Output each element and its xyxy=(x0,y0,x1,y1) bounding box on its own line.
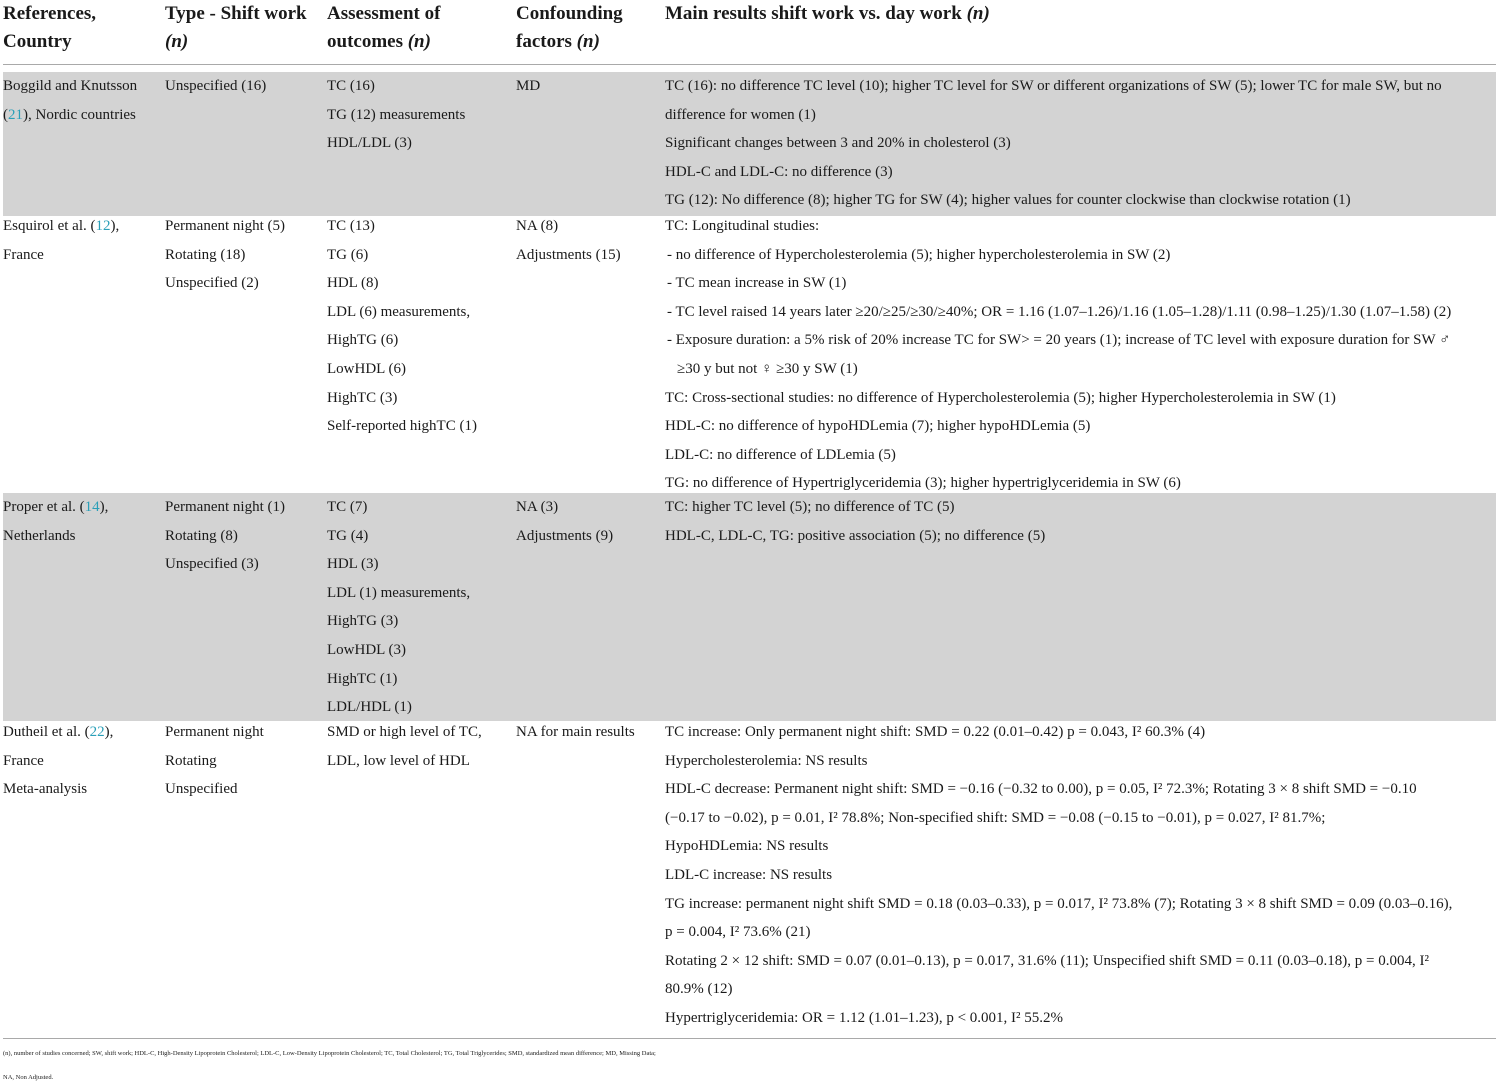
assessment-item: LDL, low level of HDL xyxy=(327,752,470,769)
citation-link[interactable]: 22 xyxy=(89,724,105,740)
result-line: Rotating 2 × 12 shift: SMD = 0.07 (0.01–0.13), p = 0.017, 31.6% (11); Unspecified shift SMD = 0.11 (0.03–0.18), p = 0.004, I² xyxy=(665,952,1429,969)
result-line: TG (12): No difference (8); higher TG for SW (4); higher values for counter clockwise than clockwise rotation (1) xyxy=(665,192,1351,209)
header-main-results-n: (n) xyxy=(966,3,990,24)
assessment-item: LDL (6) measurements, xyxy=(327,303,471,320)
assessment-item: TC (16) xyxy=(327,78,375,94)
citation-link[interactable]: 12 xyxy=(95,218,111,234)
result-line: TC: Longitudinal studies: xyxy=(665,218,820,234)
type-item: Permanent night xyxy=(165,724,264,740)
type-item: Permanent night (1) xyxy=(165,499,285,515)
header-assessment-line1: Assessment of xyxy=(327,3,441,24)
confounding-item: NA for main results xyxy=(516,724,635,740)
cell-results xyxy=(665,72,1442,215)
ref-country: ), Nordic countries xyxy=(23,106,136,123)
header-confounding-n: (n) xyxy=(576,31,600,52)
table-row xyxy=(3,718,1496,1034)
header-references xyxy=(3,0,96,56)
header-references-line1: References, xyxy=(3,3,97,24)
ref-close: ), xyxy=(99,499,109,515)
result-line: difference for women (1) xyxy=(665,106,816,123)
type-item: Rotating (18) xyxy=(165,246,246,263)
ref-country: Netherlands xyxy=(3,527,76,544)
assessment-item: TC (13) xyxy=(327,218,375,234)
header-assessment xyxy=(327,0,440,56)
result-line: HDL-C and LDL-C: no difference (3) xyxy=(665,163,893,180)
cell-type xyxy=(165,718,264,804)
header-divider xyxy=(3,64,1496,65)
result-line: HDL-C decrease: Permanent night shift: SMD = −0.16 (−0.32 to 0.00), p = 0.05, I² 72.3%; Rotating 3 × 8 shift SMD = −0.10 xyxy=(665,781,1417,798)
type-item: Unspecified (2) xyxy=(165,275,259,292)
header-confounding-line1: Confounding xyxy=(516,3,623,24)
ref-text: Dutheil et al. ( xyxy=(3,724,90,740)
type-item: Permanent night (5) xyxy=(165,218,285,234)
header-type xyxy=(165,0,307,56)
type-item: Unspecified (3) xyxy=(165,556,259,573)
header-type-line1: Type - Shift work xyxy=(165,3,307,24)
result-line: TC increase: Only permanent night shift: SMD = 0.22 (0.01–0.42) p = 0.043, I² 60.3% (4) xyxy=(665,724,1206,740)
cell-reference xyxy=(3,212,119,269)
confounding-item: Adjustments (15) xyxy=(516,246,621,263)
citation-link[interactable]: 14 xyxy=(84,499,100,515)
result-line: - no difference of Hypercholesterolemia (5); higher hypercholesterolemia in SW (2) xyxy=(667,246,1171,263)
result-line: HDL-C, LDL-C, TG: positive association (5); no difference (5) xyxy=(665,527,1046,544)
confounding-item: NA (3) xyxy=(516,499,559,515)
result-line: TC: Cross-sectional studies: no difference of Hypercholesterolemia (5); higher Hypercholesterolemia in SW (1) xyxy=(665,389,1336,406)
type-item: Rotating xyxy=(165,752,217,769)
result-line: p = 0.004, I² 73.6% (21) xyxy=(665,924,811,941)
cell-confounding xyxy=(516,72,540,101)
cell-reference xyxy=(3,493,108,550)
type-item: Unspecified (16) xyxy=(165,78,267,94)
result-line: TC (16): no difference TC level (10); higher TC level for SW or different organizations of SW (5); lower TC for male SW, but no xyxy=(665,78,1442,94)
table-row xyxy=(3,72,1496,216)
cell-assessment xyxy=(327,493,470,722)
cell-confounding xyxy=(516,212,621,269)
ref-country: France xyxy=(3,752,44,769)
result-line: - TC mean increase in SW (1) xyxy=(667,275,847,292)
result-line: - Exposure duration: a 5% risk of 20% increase TC for SW> = 20 years (1); increase of TC level with exposure duration for SW ♂ xyxy=(667,332,1451,349)
type-item: Unspecified xyxy=(165,781,238,798)
assessment-item: HDL (3) xyxy=(327,556,379,573)
ref-close: ), xyxy=(104,724,114,740)
table-row xyxy=(3,493,1496,721)
ref-text: Boggild and Knutsson xyxy=(3,78,138,94)
cell-assessment xyxy=(327,212,477,441)
citation-link[interactable]: 21 xyxy=(8,106,23,123)
result-line: LDL-C increase: NS results xyxy=(665,866,833,883)
cell-confounding xyxy=(516,718,635,747)
footnote-line: NA, Non Adjusted. xyxy=(3,1074,54,1081)
cell-results xyxy=(665,212,1451,498)
assessment-item: TG (12) measurements xyxy=(327,106,466,123)
header-main-results-text: Main results shift work vs. day work xyxy=(665,3,962,24)
assessment-item: LDL (1) measurements, xyxy=(327,584,471,601)
confounding-item: NA (8) xyxy=(516,218,559,234)
confounding-item: MD xyxy=(516,78,541,94)
footnote-line: (n), number of studies concerned; SW, shift work; HDL-C, High-Density Lipoprotein Cholesterol; LDL-C, Low-Density Lipoprotein Cholesterol; TC, Total Cholesterol; TG, Total Triglycerides; SMD, standardized mean difference; MD, Missing Data; xyxy=(3,1050,656,1057)
cell-confounding xyxy=(516,493,613,550)
header-type-n: (n) xyxy=(165,31,189,52)
cell-type xyxy=(165,212,285,298)
assessment-item: TC (7) xyxy=(327,499,368,515)
result-line: TC: higher TC level (5); no difference of TC (5) xyxy=(665,499,955,515)
header-assessment-n: (n) xyxy=(407,31,431,52)
assessment-item: LowHDL (6) xyxy=(327,360,407,377)
type-item: Rotating (8) xyxy=(165,527,238,544)
ref-text: Esquirol et al. ( xyxy=(3,218,96,234)
table-footnote xyxy=(3,1042,1496,1090)
result-line: HypoHDLemia: NS results xyxy=(665,838,829,855)
cell-type xyxy=(165,493,285,579)
header-main-results xyxy=(665,0,990,28)
assessment-item: LDL/HDL (1) xyxy=(327,699,412,716)
assessment-item: TG (6) xyxy=(327,246,369,263)
assessment-item: TG (4) xyxy=(327,527,369,544)
cell-results xyxy=(665,493,1045,550)
header-references-line2: Country xyxy=(3,31,72,52)
header-confounding-line2: factors xyxy=(516,31,572,52)
result-line: (−0.17 to −0.02), p = 0.01, I² 78.8%; Non-specified shift: SMD = −0.08 (−0.15 to −0.01), p = 0.027, I² 81.7%; xyxy=(665,809,1326,826)
result-line: 80.9% (12) xyxy=(665,981,733,998)
assessment-item: HDL/LDL (3) xyxy=(327,135,412,152)
result-line: ≥30 y but not ♀ ≥30 y SW (1) xyxy=(677,360,858,377)
result-line: Significant changes between 3 and 20% in cholesterol (3) xyxy=(665,135,1011,152)
cell-assessment xyxy=(327,72,465,158)
assessment-item: LowHDL (3) xyxy=(327,641,407,658)
ref-study-type: Meta-analysis xyxy=(3,781,88,798)
footer-divider xyxy=(3,1038,1496,1039)
cell-results xyxy=(665,718,1452,1033)
result-line: - TC level raised 14 years later ≥20/≥25/≥30/≥40%; OR = 1.16 (1.07–1.26)/1.16 (1.05–1.28)/1.11 (0.98–1.25)/1.30 (1.07–1.58) (2) xyxy=(667,303,1452,320)
result-line: Hypertriglyceridemia: OR = 1.12 (1.01–1.23), p < 0.001, I² 55.2% xyxy=(665,1009,1064,1026)
assessment-item: HighTG (6) xyxy=(327,332,399,349)
header-assessment-line2: outcomes xyxy=(327,31,403,52)
header-confounding xyxy=(516,0,623,56)
assessment-item: HighTC (1) xyxy=(327,670,398,687)
assessment-item: HighTC (3) xyxy=(327,389,398,406)
assessment-item: HighTG (3) xyxy=(327,613,399,630)
result-line: Hypercholesterolemia: NS results xyxy=(665,752,868,769)
cell-reference xyxy=(3,718,113,804)
table-header xyxy=(0,0,1499,63)
assessment-item: HDL (8) xyxy=(327,275,379,292)
result-line: HDL-C: no difference of hypoHDLemia (7); higher hypoHDLemia (5) xyxy=(665,418,1091,435)
ref-close: ), xyxy=(110,218,120,234)
result-line: TG increase: permanent night shift SMD = 0.18 (0.03–0.33), p = 0.017, I² 73.8% (7); Rotating 3 × 8 shift SMD = 0.09 (0.03–0.16), xyxy=(665,895,1453,912)
cell-type xyxy=(165,72,266,101)
confounding-item: Adjustments (9) xyxy=(516,527,614,544)
result-line: LDL-C: no difference of LDLemia (5) xyxy=(665,446,896,463)
assessment-item: Self-reported highTC (1) xyxy=(327,418,477,435)
cell-reference: Boggild and Knutsson (21), Nordic countries xyxy=(3,78,138,123)
ref-text: Proper et al. ( xyxy=(3,499,85,515)
ref-country: France xyxy=(3,246,44,263)
assessment-item: SMD or high level of TC, xyxy=(327,724,482,740)
table-row xyxy=(3,212,1496,496)
cell-assessment xyxy=(327,718,482,775)
result-line: TG: no difference of Hypertriglyceridemia (3); higher hypertriglyceridemia in SW (6) xyxy=(665,475,1181,492)
